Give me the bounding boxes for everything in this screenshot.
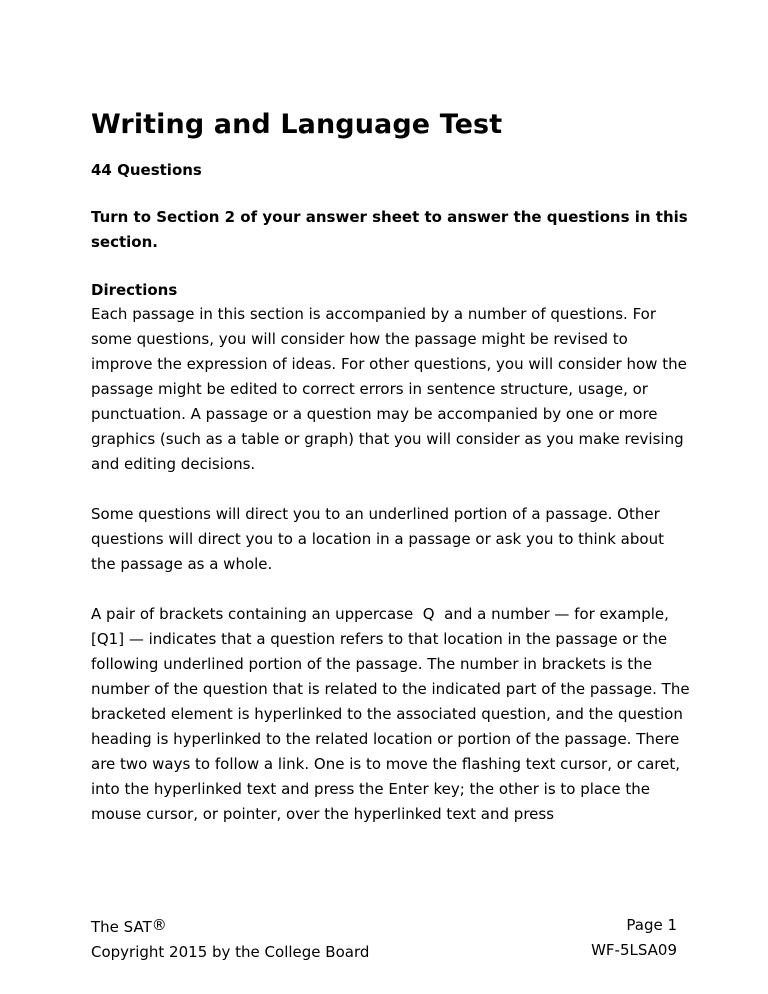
footer-right xyxy=(591,913,677,963)
footer-left xyxy=(91,913,369,965)
footer-brand: The SAT xyxy=(91,918,152,936)
question-count: 44 Questions xyxy=(91,161,202,179)
directions-paragraph-3: A pair of brackets containing an uppercase Q and a number — for example, [Q1] — indicates that a question refers to that location in the passage or the following underlined portion of the passage. The number in brackets is the number of the question that is related to the indicated part of the passage. The bracketed element is hyperlinked to the associated question, and the question heading is hyperlinked to the related location or portion of the passage. There are two ways to follow a link. One is to move the flashing text cursor, or caret, into the hyperlinked text and press the Enter key; the other is to place the mouse cursor, or pointer, over the hyperlinked text and press xyxy=(91,605,695,823)
page-title: Writing and Language Test xyxy=(91,109,503,140)
directions-heading: Directions xyxy=(91,281,178,299)
footer-page-number: Page 1 xyxy=(626,916,677,934)
main-content xyxy=(91,103,695,827)
footer-copyright: Copyright 2015 by the College Board xyxy=(91,943,370,961)
footer-brand-line xyxy=(91,913,369,940)
footer-doc-code: WF-5LSA09 xyxy=(591,941,677,959)
directions-paragraph-2: Some questions will direct you to an underlined portion of a passage. Other questions will direct you to a location in a passage or ask you to think about the passage as a whole. xyxy=(91,505,664,573)
section-instruction: Turn to Section 2 of your answer sheet to answer the questions in this section. xyxy=(91,208,688,251)
directions-paragraph-1: Each passage in this section is accompanied by a number of questions. For some questions, you will consider how the passage might be revised to improve the expression of ideas. For other questions, you will consider how the passage might be edited to correct errors in sentence structure, usage, or punctuation. A passage or a question may be accompanied by one or more graphics (such as a table or graph) that you will consider as you make revising and editing decisions. xyxy=(91,305,687,473)
registered-mark: ® xyxy=(151,916,167,934)
